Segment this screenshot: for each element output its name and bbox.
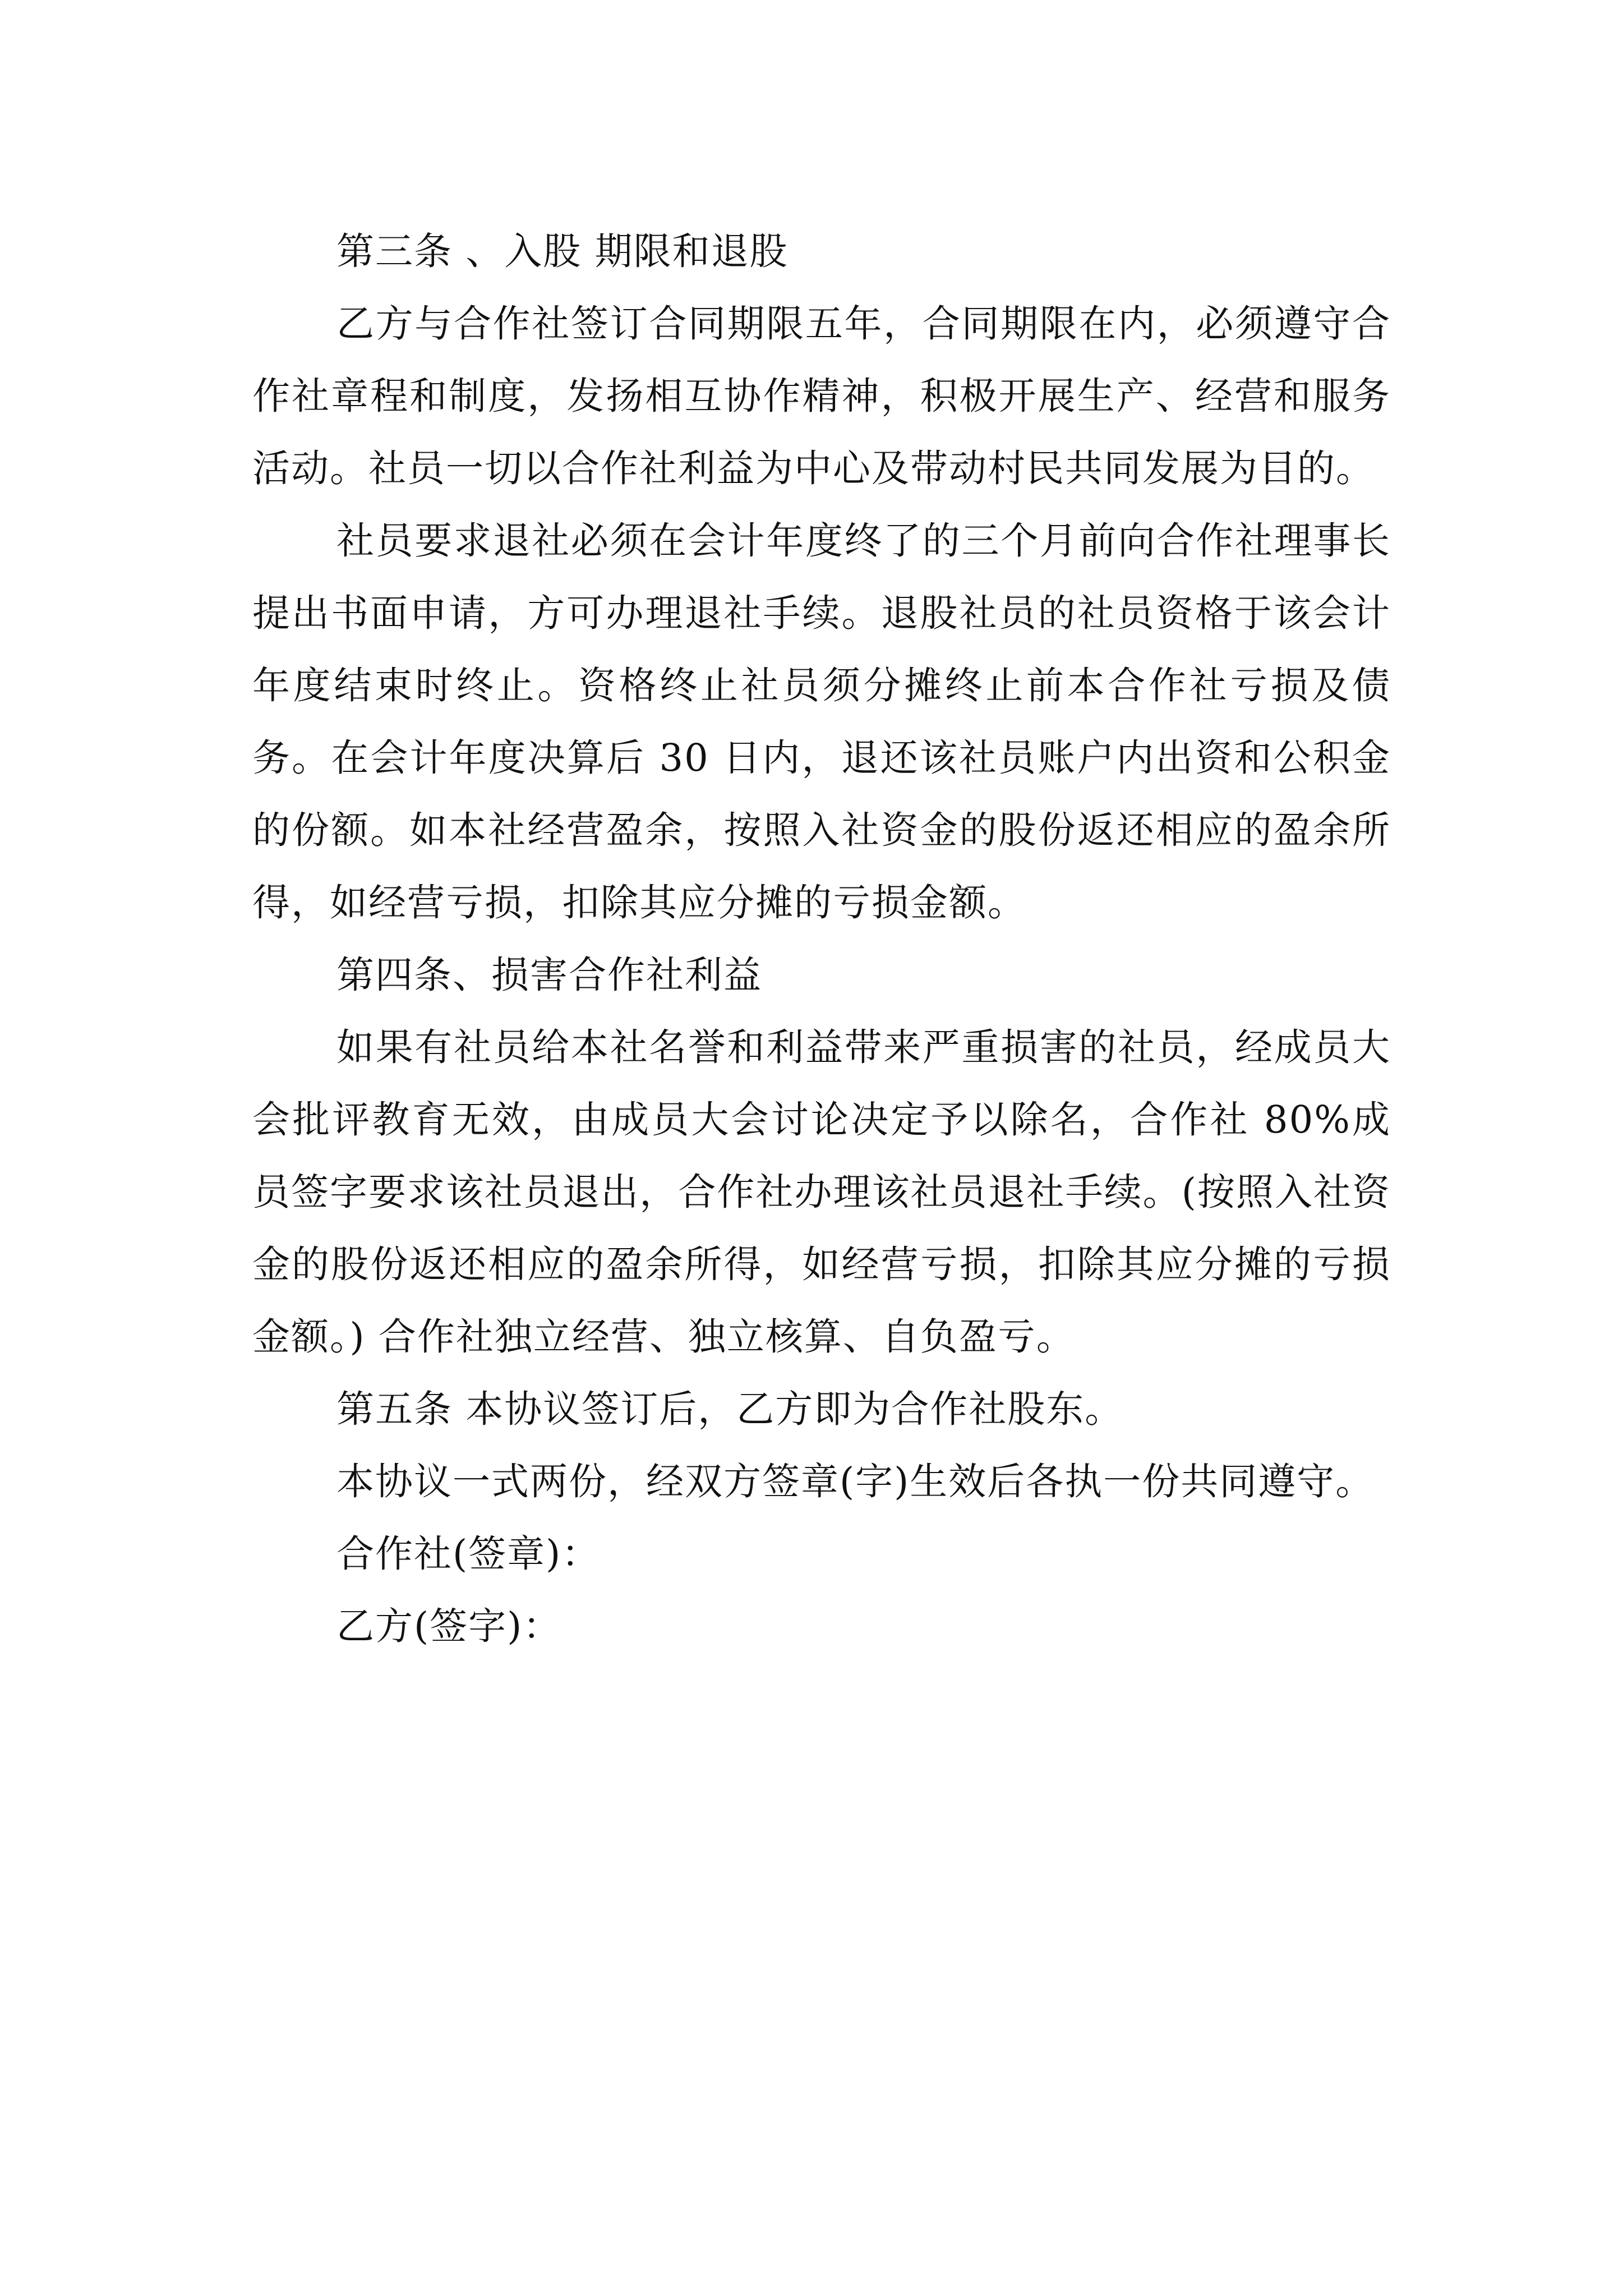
- cooperative-signature-line: 合作社(签章)：: [336, 1532, 601, 1576]
- article-4-paragraph: 如果有社员给本社名誉和利益带来严重损害的社员，经成员大会批评教育无效，由成员大会讨论决定予以除名，合作社 80%成员签字要求该社员退出，合作社办理该社员退社手续。(按照入社资金的股份返还相应的盈余所得，如经营亏损，扣除其应分摊的亏损金额。) 合作社独立经营、独立核算、自负盈亏。: [252, 1025, 1391, 1359]
- party-b-signature-line: 乙方(签字)：: [336, 1604, 562, 1648]
- document-body: [252, 215, 1391, 1663]
- copies-clause: 本协议一式两份，经双方签章(字)生效后各执一份共同遵守。: [336, 1460, 1375, 1503]
- article-3-paragraph-withdrawal: 社员要求退社必须在会计年度终了的三个月前向合作社理事长提出书面申请，方可办理退社手续。退股社员的社员资格于该会计年度结束时终止。资格终止社员须分摊终止前本合作社亏损及债务。在会计年度决算后 30 日内，退还该社员账户内出资和公积金的份额。如本社经营盈余，按照入社资金的股份返还相应的盈余所得，如经营亏损，扣除其应分摊的亏损金额。: [252, 519, 1391, 924]
- article-5-paragraph: 第五条 本协议签订后，乙方即为合作社股东。: [336, 1387, 1124, 1431]
- article-3-paragraph-term: 乙方与合作社签订合同期限五年，合同期限在内，必须遵守合作社章程和制度，发扬相互协作精神，积极开展生产、经营和服务活动。社员一切以合作社利益为中心及带动村民共同发展为目的。: [252, 302, 1391, 490]
- article-4-heading: 第四条、损害合作社利益: [336, 953, 762, 997]
- article-3-heading: 第三条 、入股 期限和退股: [336, 229, 789, 273]
